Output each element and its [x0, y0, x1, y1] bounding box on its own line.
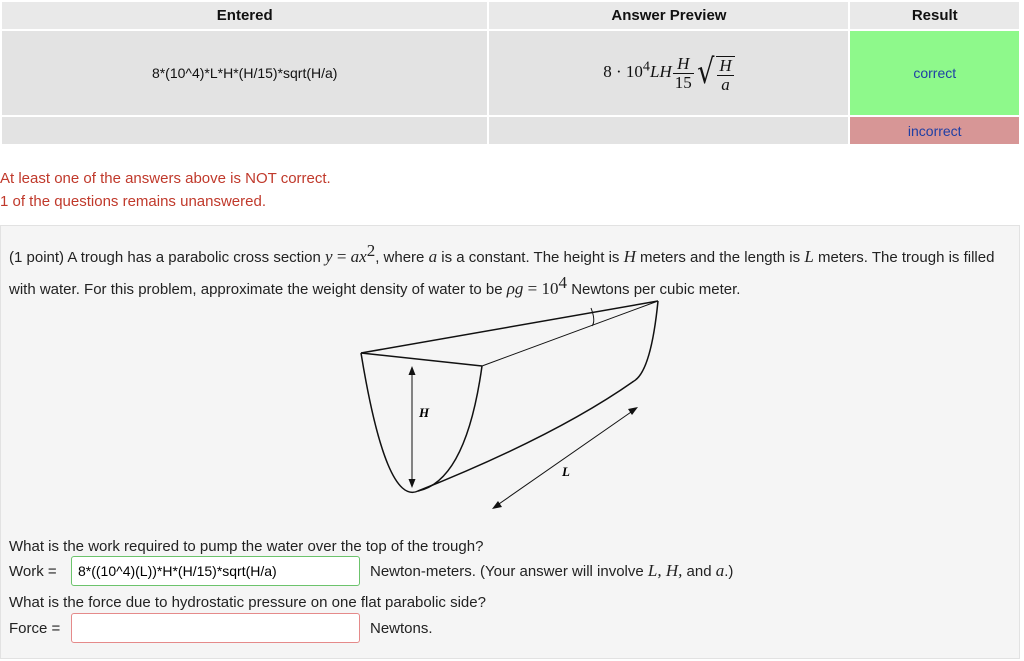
force-input[interactable] — [71, 613, 360, 643]
intro-mid1: , where — [375, 249, 425, 266]
length-arrowhead-left-icon — [492, 501, 502, 509]
preview-fraction — [673, 55, 694, 92]
eq-ax: ax — [350, 247, 367, 266]
radical-icon: √ — [696, 52, 715, 92]
trough-back-end — [634, 301, 658, 381]
intro-mid3: meters and the length is — [640, 249, 801, 266]
work-input[interactable] — [71, 556, 360, 586]
preview-frac-den: 15 — [674, 72, 692, 92]
intro-prefix: (1 point) A trough has a parabolic cross section — [9, 249, 321, 266]
result-incorrect: incorrect — [849, 116, 1020, 145]
eq-exp: 2 — [366, 241, 376, 260]
table-row — [1, 30, 1020, 116]
figure-label-l: L — [562, 464, 570, 479]
rho-exp: 4 — [558, 273, 568, 292]
preview-cell — [488, 116, 849, 145]
entered-cell — [1, 116, 488, 145]
problem-panel — [0, 225, 1020, 659]
height-arrowhead-top-icon — [409, 366, 416, 375]
trough-top-front-edge — [361, 353, 482, 366]
work-answer-row — [9, 556, 733, 586]
trough-back-inner — [591, 308, 594, 326]
preview-exp: 4 — [642, 58, 650, 75]
rho-g: ρg — [506, 279, 524, 298]
eq-equals: = — [332, 247, 351, 266]
preview-sqrt — [695, 52, 735, 94]
intro-end: Newtons per cubic meter. — [571, 281, 741, 298]
eq-y: y — [325, 247, 333, 266]
force-unit: Newtons. — [370, 619, 433, 637]
message-not-correct: At least one of the answers above is NOT correct. — [0, 170, 331, 187]
var-a: a — [428, 247, 438, 266]
trough-top-back-edge — [361, 301, 658, 353]
header-result: Result — [849, 1, 1020, 30]
rho-value: 10 — [541, 279, 559, 298]
work-unit — [370, 561, 733, 581]
work-unit-suffix: .) — [724, 563, 734, 580]
work-label: Work = — [9, 562, 57, 580]
length-arrow — [496, 410, 634, 506]
problem-statement — [9, 238, 1009, 302]
answer-preview-math — [603, 52, 734, 94]
preview-sqrt-den: a — [721, 75, 730, 94]
question-work: What is the work required to pump the water over the top of the trough? — [9, 538, 484, 555]
preview-frac-num: H — [673, 55, 694, 74]
preview-cell — [488, 30, 849, 116]
entered-cell: 8*(10^4)*L*H*(H/15)*sqrt(H/a) — [1, 30, 488, 116]
force-answer-row — [9, 613, 433, 643]
work-unit-vars: L, H, — [647, 561, 683, 580]
work-unit-a: a — [715, 561, 725, 580]
height-arrowhead-bottom-icon — [409, 479, 416, 488]
trough-bottom-edge — [418, 381, 634, 491]
preview-coef: 8 · 10 — [603, 61, 643, 81]
results-table — [0, 0, 1021, 146]
figure-label-h: H — [419, 405, 430, 420]
intro-mid4: meters. The trough is filled with water. For this problem, approximate the weight density of water to be — [9, 249, 995, 298]
header-answer-preview: Answer Preview — [488, 1, 849, 30]
preview-vars: LH — [649, 61, 672, 81]
force-label: Force = — [9, 619, 61, 637]
work-unit-and: and — [686, 563, 712, 580]
trough-figure — [356, 296, 666, 516]
rho-equals: = — [523, 279, 542, 298]
work-unit-prefix: Newton-meters. (Your answer will involve — [370, 563, 644, 580]
intro-mid2: is a constant. The height is — [441, 249, 620, 266]
length-arrowhead-right-icon — [628, 407, 638, 415]
var-l: L — [804, 247, 814, 266]
var-h: H — [623, 247, 636, 266]
question-force: What is the force due to hydrostatic pressure on one flat parabolic side? — [9, 594, 486, 611]
preview-sqrt-num: H — [719, 56, 732, 75]
trough-top-right-edge — [482, 301, 658, 366]
message-unanswered: 1 of the questions remains unanswered. — [0, 193, 266, 210]
header-entered: Entered — [1, 1, 488, 30]
result-correct: correct — [849, 30, 1020, 116]
table-row — [1, 116, 1020, 145]
